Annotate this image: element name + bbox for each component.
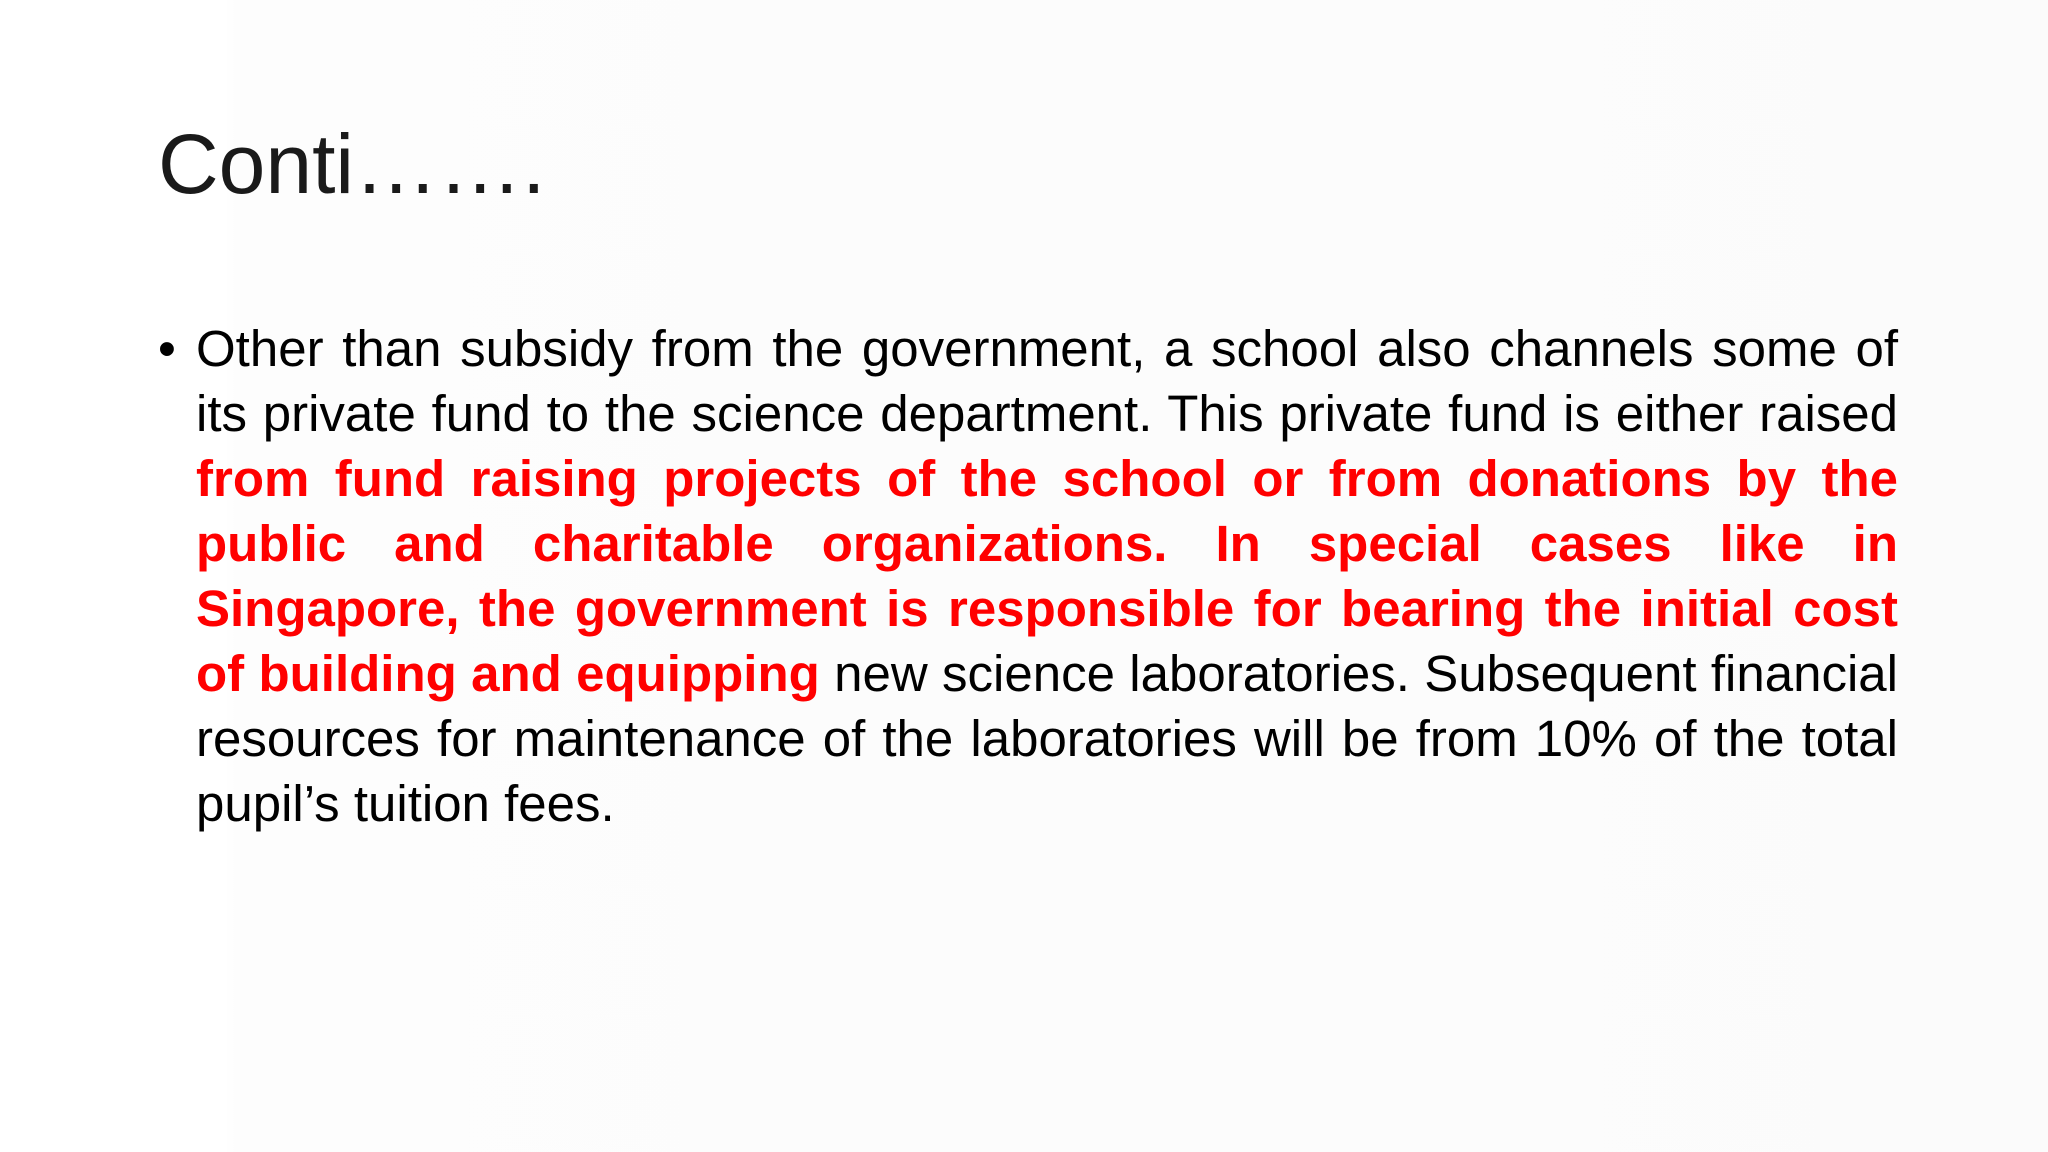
slide-title: Conti……. <box>158 117 546 211</box>
body-text-highlight: from fund raising projects of the school or from donations by the public and charitable organizations. In special cases like in Singapore, the government is responsible for bearing the initial cost of building and equipping <box>196 450 1898 702</box>
bullet-list <box>158 316 1898 836</box>
bullet-item <box>158 316 1898 836</box>
bullet-marker: • <box>158 320 176 377</box>
body-text-intro: Other than subsidy from the government, a school also channels some of its private fund to the science department. This private fund is either raised <box>196 320 1898 442</box>
body-text-conclusion: new science laboratories. Subsequent financial resources for maintenance of the laboratories will be from 10% of the total pupil’s tuition fees. <box>196 645 1898 832</box>
